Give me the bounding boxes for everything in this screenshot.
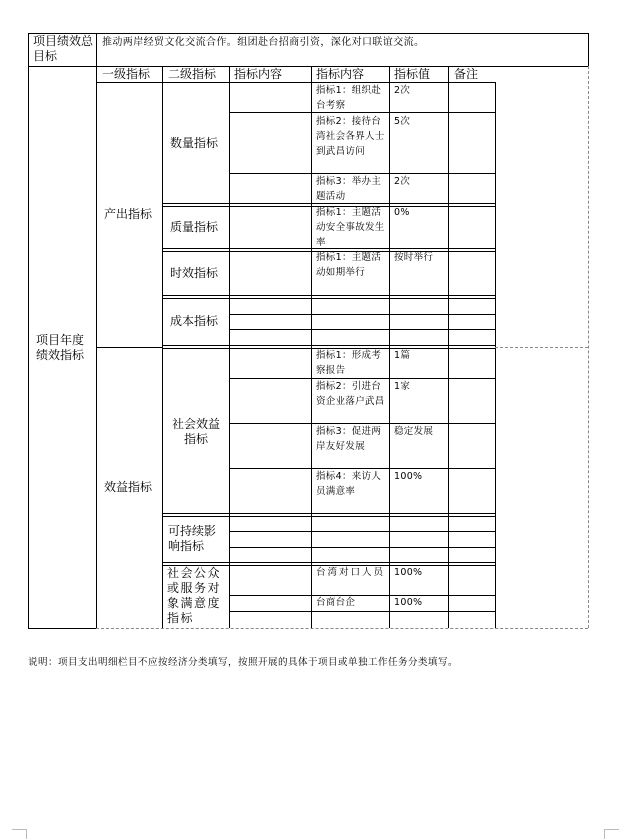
indicator-value: 2次: [394, 176, 411, 187]
indicator-value: 0%: [394, 207, 410, 218]
level2-quality: 质量指标: [170, 220, 219, 234]
header-level2: 二级指标: [168, 67, 217, 81]
indicator-content: 指标3：促进两岸友好发展: [316, 426, 382, 452]
goal-text: 推动两岸经贸文化交流合作。组团赴台招商引资，深化对口联谊交流。: [102, 37, 425, 48]
indicator-content: 指标2：接待台湾社会各界人士到武昌访问: [316, 116, 385, 157]
indicator-value: 1家: [394, 381, 411, 392]
level2-social: 社会效益指标: [171, 417, 220, 446]
indicator-value: 按时举行: [394, 252, 434, 263]
indicator-content: 指标1：形成考察报告: [316, 350, 382, 376]
indicator-value: 1篇: [394, 350, 411, 361]
indicator-content: 台湾对口人员: [316, 567, 386, 578]
section-label: 项目年度绩效指标: [36, 333, 85, 362]
level1-benefit: 效益指标: [104, 480, 153, 494]
indicator-content: 指标4：来访人员满意率: [316, 471, 382, 497]
indicator-content: 指标1：主题活动安全事故发生率: [316, 207, 385, 248]
indicator-value: 稳定发展: [394, 426, 434, 437]
indicator-value: 100%: [394, 471, 423, 482]
indicator-content: 指标1：主题活动如期举行: [316, 252, 382, 278]
level2-sustainable: 可持续影响指标: [168, 524, 217, 553]
indicator-content: 指标1：组织赴台考察: [316, 85, 382, 111]
level1-output: 产出指标: [104, 207, 153, 221]
indicator-value: 2次: [394, 85, 411, 96]
footnote: 说明：项目支出明细栏目不应按经济分类填写，按照开展的具体于项目或单独工作任务分类填写。: [28, 657, 459, 668]
page-corner-mark: [604, 829, 619, 839]
indicator-value: 100%: [394, 597, 423, 608]
header-content-b: 指标内容: [316, 67, 365, 81]
header-remark: 备注: [454, 67, 479, 81]
indicator-content: 指标2：引进台资企业落户武昌: [316, 381, 385, 407]
header-content-a: 指标内容: [234, 67, 283, 81]
goal-label: 项目绩效总目标: [33, 34, 94, 63]
level2-cost: 成本指标: [170, 314, 219, 328]
indicator-value: 5次: [394, 116, 411, 127]
indicator-value: 100%: [394, 567, 423, 578]
level2-quantity: 数量指标: [170, 136, 219, 150]
header-level1: 一级指标: [102, 67, 151, 81]
level2-satisfaction: 社会公众或服务对象满意度指标: [167, 566, 222, 625]
header-value: 指标值: [394, 67, 431, 81]
indicator-content: 指标3：举办主题活动: [316, 176, 382, 202]
page-corner-mark: [12, 829, 27, 839]
indicator-content: 台商台企: [316, 597, 356, 608]
level2-timeliness: 时效指标: [170, 266, 219, 280]
